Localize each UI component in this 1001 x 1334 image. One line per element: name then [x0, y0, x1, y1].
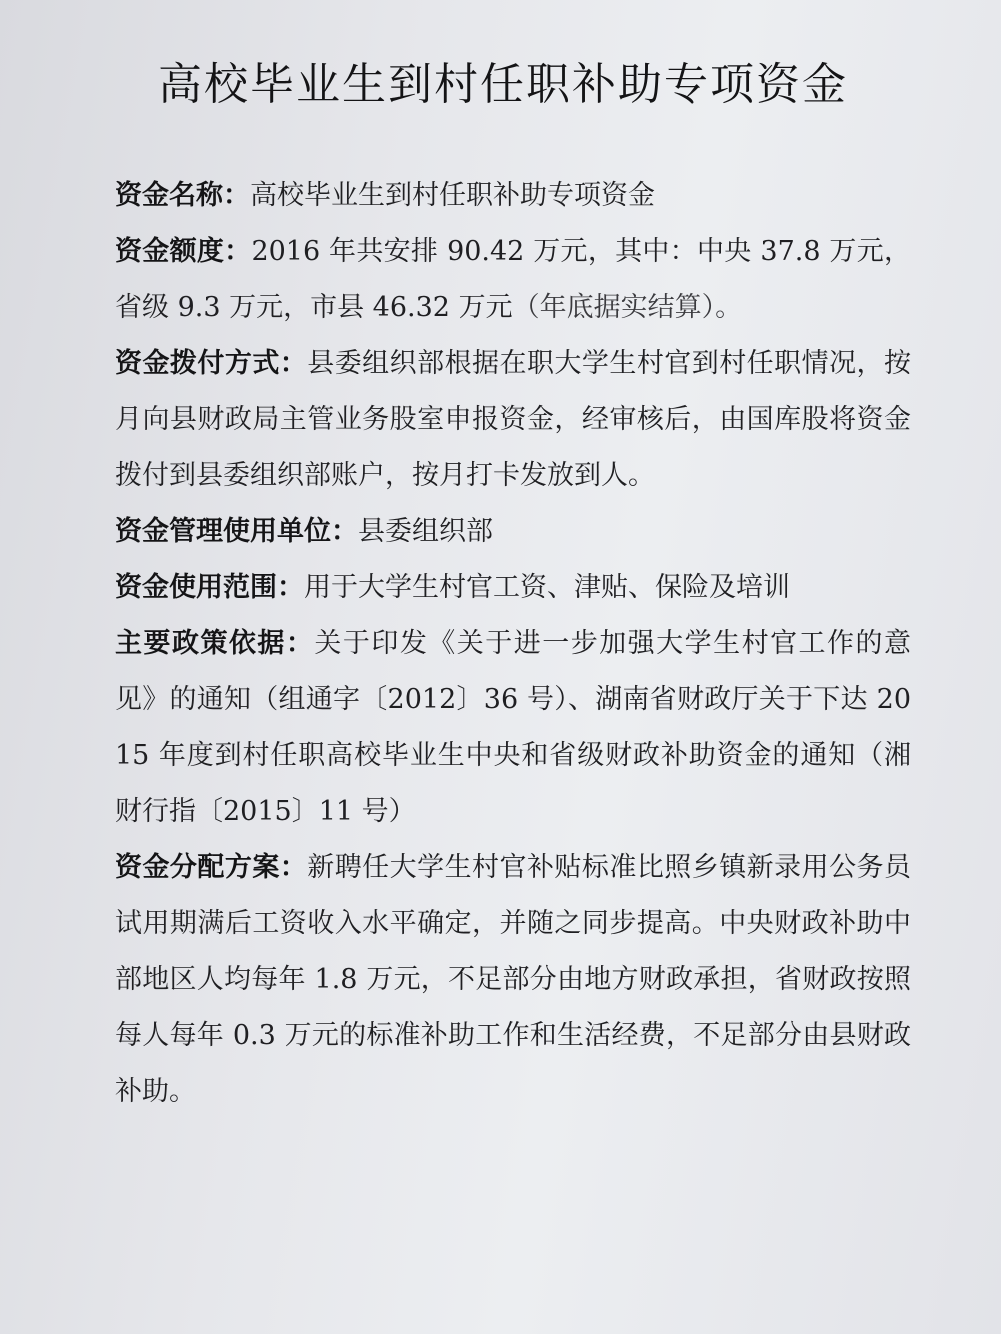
section-disbursement-method [115, 336, 911, 504]
section-usage-scope [115, 560, 911, 616]
section-fund-name [115, 168, 911, 224]
section-text: 关于印发《关于进一步加强大学生村官工作的意见》的通知（组通字〔2012〕36 号）、湖南省财政厅关于下达 2015 年度到村任职高校毕业生中央和省级财政补助资金的通知（湘财行指〔2015〕11 号） [115, 628, 912, 827]
section-text: 新聘任大学生村官补贴标准比照乡镇新录用公务员试用期满后工资收入水平确定，并随之同步提高。中央财政补助中部地区人均每年 1.8 万元，不足部分由地方财政承担，省财政按照每人每年 0.3 万元的标准补助工作和生活经费，不足部分由县财政补助。 [115, 852, 911, 1107]
section-label: 资金名称： [115, 180, 250, 211]
section-text: 高校毕业生到村任职补助专项资金 [250, 180, 655, 211]
section-text: 县委组织部 [358, 516, 493, 547]
section-label: 资金管理使用单位： [115, 516, 358, 547]
section-managing-unit [115, 504, 911, 560]
section-note: （年底据实结算）。 [512, 292, 743, 323]
section-policy-basis [115, 616, 911, 840]
section-text: 2016 年共安排 90.42 万元，其中：中央 37.8 万元，省级 9.3 万元，市县 46.32 万元 [115, 236, 911, 323]
section-allocation-plan [115, 840, 911, 1120]
section-label: 主要政策依据： [115, 628, 315, 659]
section-label: 资金使用范围： [115, 572, 304, 603]
section-text: 县委组织部根据在职大学生村官到村任职情况，按月向县财政局主管业务股室申报资金，经审核后，由国库股将资金拨付到县委组织部账户，按月打卡发放到人。 [115, 348, 911, 491]
section-label: 资金拨付方式： [115, 348, 308, 379]
section-text: 用于大学生村官工资、津贴、保险及培训 [304, 572, 790, 603]
section-fund-amount [115, 224, 911, 336]
document-title: 高校毕业生到村任职补助专项资金 [158, 59, 848, 110]
section-label: 资金额度： [115, 236, 252, 267]
section-label: 资金分配方案： [115, 852, 308, 883]
